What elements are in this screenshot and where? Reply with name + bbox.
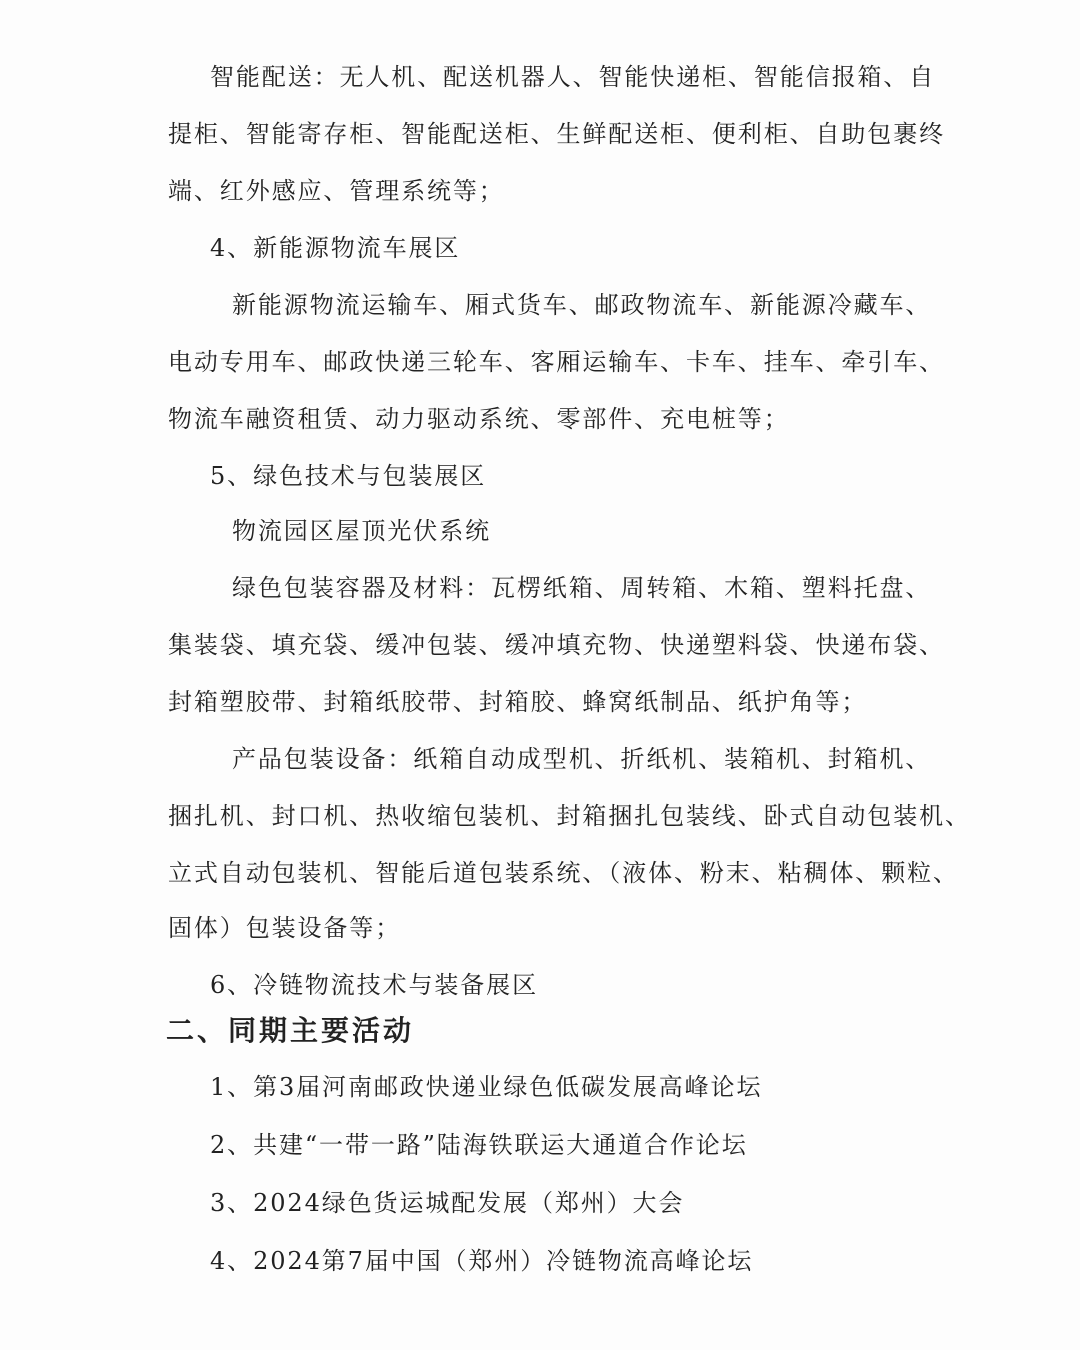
activity-item: 3、2024绿色货运城配发展（郑州）大会	[210, 1189, 685, 1217]
paragraph-line: 集装袋、填充袋、缓冲包装、缓冲填充物、快递塑料袋、快递布袋、	[168, 631, 945, 659]
paragraph-line: 固体）包装设备等；	[168, 914, 402, 942]
section-heading: 二、同期主要活动	[166, 1014, 415, 1047]
subsection-title: 6、冷链物流技术与装备展区	[210, 971, 538, 999]
paragraph-line: 提柜、智能寄存柜、智能配送柜、生鲜配送柜、便利柜、自助包裹终	[168, 120, 945, 148]
activity-item: 1、第3届河南邮政快递业绿色低碳发展高峰论坛	[210, 1073, 763, 1101]
subsection-title: 4、新能源物流车展区	[210, 234, 461, 262]
paragraph-line: 电动专用车、邮政快递三轮车、客厢运输车、卡车、挂车、牵引车、	[168, 348, 945, 376]
activity-item: 2、共建“一带一路”陆海铁联运大通道合作论坛	[210, 1131, 748, 1159]
subsection-title: 5、绿色技术与包装展区	[210, 462, 487, 490]
paragraph-line: 新能源物流运输车、厢式货车、邮政物流车、新能源冷藏车、	[232, 291, 932, 319]
paragraph-line: 智能配送：无人机、配送机器人、智能快递柜、智能信报箱、自	[210, 63, 936, 91]
paragraph-line: 绿色包装容器及材料：瓦楞纸箱、周转箱、木箱、塑料托盘、	[232, 574, 932, 602]
paragraph-line: 封箱塑胶带、封箱纸胶带、封箱胶、蜂窝纸制品、纸护角等；	[168, 688, 868, 716]
paragraph-line: 产品包装设备：纸箱自动成型机、折纸机、装箱机、封箱机、	[232, 745, 932, 773]
paragraph-line: 立式自动包装机、智能后道包装系统、（液体、粉末、粘稠体、颗粒、	[168, 859, 959, 887]
paragraph-line: 物流园区屋顶光伏系统	[232, 517, 491, 545]
activity-item: 4、2024第7届中国（郑州）冷链物流高峰论坛	[210, 1247, 754, 1275]
paragraph-line: 捆扎机、封口机、热收缩包装机、封箱捆扎包装线、卧式自动包装机、	[168, 802, 971, 830]
paragraph-line: 端、红外感应、管理系统等；	[168, 177, 505, 205]
paragraph-line: 物流车融资租赁、动力驱动系统、零部件、充电桩等；	[168, 405, 790, 433]
